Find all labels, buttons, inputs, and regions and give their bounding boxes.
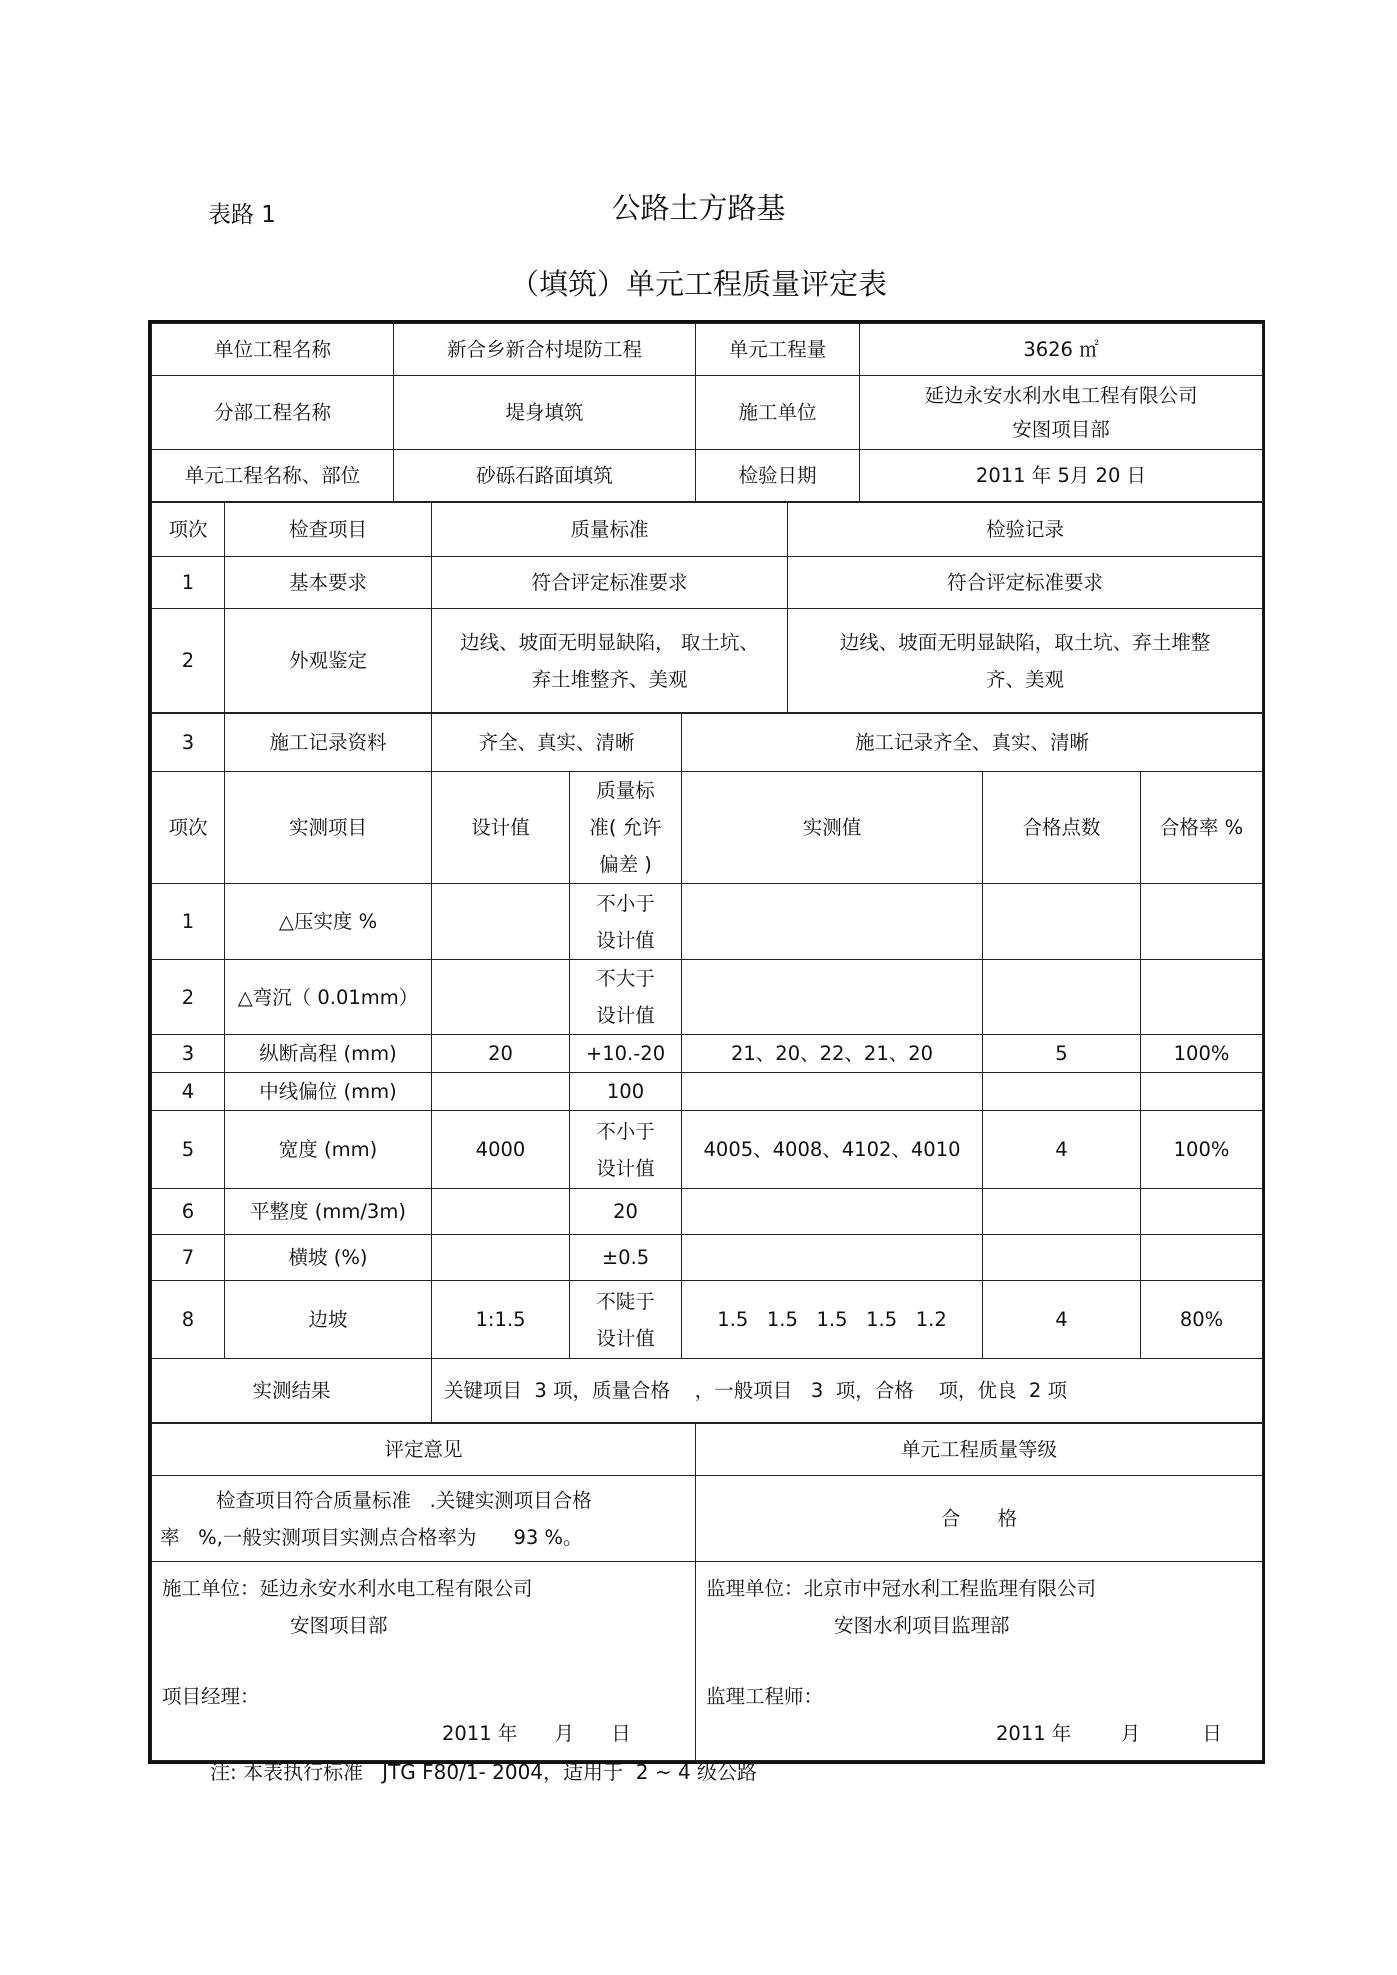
row-actual <box>682 884 983 960</box>
row-no: 5 <box>152 1111 225 1189</box>
measured-header-row <box>152 772 1263 884</box>
sub-project-value: 堤身填筑 <box>394 376 696 450</box>
row-item: 外观鉴定 <box>225 609 432 713</box>
row-pass-count <box>983 1189 1141 1235</box>
contractor-signature <box>152 1562 696 1761</box>
row-design <box>432 1189 570 1235</box>
form-id: 表路 1 <box>208 202 276 228</box>
row-design <box>432 960 570 1035</box>
std-line1: 不小于 <box>596 1119 655 1143</box>
inspection-header-record: 检验记录 <box>788 503 1263 557</box>
row-no: 2 <box>152 960 225 1035</box>
row-no: 3 <box>152 1035 225 1073</box>
unit-quantity-value: 3626 ㎡ <box>860 324 1263 376</box>
row-actual <box>682 960 983 1035</box>
header-std-line3: 偏差 ) <box>599 853 652 876</box>
standard-line1: 边线、坡面无明显缺陷， 取土坑、 <box>460 630 759 654</box>
row-standard <box>570 884 682 960</box>
row-pass-count: 4 <box>983 1111 1141 1189</box>
row-record: 符合评定标准要求 <box>788 557 1263 609</box>
row-actual: 21、20、22、21、20 <box>682 1035 983 1073</box>
unit-project-value: 新合乡新合村堤防工程 <box>394 324 696 376</box>
row-no: 3 <box>152 714 225 772</box>
row-pass-rate: 100% <box>1141 1035 1263 1073</box>
row-standard <box>432 609 788 713</box>
table-row <box>152 1235 1263 1281</box>
row-design: 20 <box>432 1035 570 1073</box>
row-record <box>788 609 1263 713</box>
table-row <box>152 960 1263 1035</box>
row-item: 宽度 (mm) <box>225 1111 432 1189</box>
measured-header-standard <box>570 772 682 884</box>
row-standard: 100 <box>570 1073 682 1111</box>
row-design: 1:1.5 <box>432 1281 570 1359</box>
row-actual: 1.5 1.5 1.5 1.5 1.2 <box>682 1281 983 1359</box>
std-line1: 不陡于 <box>596 1289 655 1313</box>
row-item: △压实度 % <box>225 884 432 960</box>
info-table <box>151 323 1263 502</box>
quality-form <box>148 320 1265 1764</box>
supervisor-sign-line1: 监理单位：北京市中冠水利工程监理有限公司 <box>706 1577 1097 1600</box>
row-no: 4 <box>152 1073 225 1111</box>
row-item: 中线偏位 (mm) <box>225 1073 432 1111</box>
row-standard: 齐全、真实、清晰 <box>432 714 682 772</box>
inspection-header-standard: 质量标准 <box>432 503 788 557</box>
contractor-value <box>860 376 1263 450</box>
row-item: 基本要求 <box>225 557 432 609</box>
measured-header-pass-count: 合格点数 <box>983 772 1141 884</box>
measured-header-pass-rate: 合格率 % <box>1141 772 1263 884</box>
std-line1: 不大于 <box>596 967 655 990</box>
row-item: 平整度 (mm/3m) <box>225 1189 432 1235</box>
page-title: 公路土方路基 <box>611 191 786 225</box>
row-design <box>432 1073 570 1111</box>
std-line2: 设计值 <box>596 1326 655 1350</box>
row-standard: 20 <box>570 1189 682 1235</box>
row-standard <box>570 1281 682 1359</box>
contractor-manager: 项目经理： <box>162 1685 260 1708</box>
row-item: △弯沉（ 0.01mm） <box>225 960 432 1035</box>
record-line1: 边线、坡面无明显缺陷，取土坑、弃土堆整 <box>839 630 1211 654</box>
header-std-line2: 准( 允许 <box>589 816 662 839</box>
row-standard: +10.-20 <box>570 1035 682 1073</box>
row-actual <box>682 1235 983 1281</box>
row-design <box>432 884 570 960</box>
grade-label: 单元工程质量等级 <box>696 1424 1263 1476</box>
inspection-date-value: 2011 年 5月 20 日 <box>860 450 1263 502</box>
row-no: 1 <box>152 557 225 609</box>
inspection-table <box>151 502 1263 713</box>
measured-header-actual: 实测值 <box>682 772 983 884</box>
row-standard <box>570 1111 682 1189</box>
table-row <box>152 1281 1263 1359</box>
row-pass-rate <box>1141 1235 1263 1281</box>
unit-name-value: 砂砾石路面填筑 <box>394 450 696 502</box>
row-pass-rate <box>1141 1073 1263 1111</box>
std-line2: 设计值 <box>596 1156 655 1180</box>
std-line2: 设计值 <box>596 928 655 952</box>
row-actual: 4005、4008、4102、4010 <box>682 1111 983 1189</box>
row-record: 施工记录齐全、真实、清晰 <box>682 714 1263 772</box>
row-pass-count <box>983 884 1141 960</box>
row-pass-count <box>983 1235 1141 1281</box>
table-row <box>152 1111 1263 1189</box>
opinion-label: 评定意见 <box>152 1424 696 1476</box>
table-row <box>152 884 1263 960</box>
row-pass-count <box>983 1073 1141 1111</box>
supervisor-engineer: 监理工程师： <box>706 1685 824 1708</box>
header-std-line1: 质量标 <box>596 779 655 802</box>
row-pass-rate: 80% <box>1141 1281 1263 1359</box>
row-actual <box>682 1189 983 1235</box>
inspection-header-item: 检查项目 <box>225 503 432 557</box>
record-line2: 齐、美观 <box>985 667 1064 691</box>
contractor-sign-line2: 安图项目部 <box>290 1614 388 1637</box>
row-no: 6 <box>152 1189 225 1235</box>
row-item: 施工记录资料 <box>225 714 432 772</box>
unit-name-label: 单元工程名称、部位 <box>152 450 394 502</box>
row-standard: ±0.5 <box>570 1235 682 1281</box>
std-line1: 不小于 <box>596 891 655 915</box>
inspection-date-label: 检验日期 <box>696 450 860 502</box>
row-item: 边坡 <box>225 1281 432 1359</box>
table-row <box>152 1073 1263 1111</box>
table-row <box>152 714 1263 772</box>
table-row <box>152 1189 1263 1235</box>
supervisor-date: 2011 年 月 日 <box>996 1722 1222 1745</box>
row-pass-rate: 100% <box>1141 1111 1263 1189</box>
inspection-header-no: 项次 <box>152 503 225 557</box>
measured-header-design: 设计值 <box>432 772 570 884</box>
row-standard: 符合评定标准要求 <box>432 557 788 609</box>
grade-value: 合 格 <box>696 1476 1263 1562</box>
row-pass-count: 4 <box>983 1281 1141 1359</box>
row-standard <box>570 960 682 1035</box>
supervisor-sign-line2: 安图水利项目监理部 <box>834 1614 1010 1637</box>
opinion-line2: 率 %,一般实测项目实测点合格率为 93 %。 <box>160 1525 583 1549</box>
contractor-label: 施工单位 <box>696 376 860 450</box>
contractor-date: 2011 年 月 日 <box>442 1722 631 1745</box>
opinion-line1: 检查项目符合质量标准 .关键实测项目合格 <box>216 1488 592 1512</box>
row-no: 1 <box>152 884 225 960</box>
measured-header-no: 项次 <box>152 772 225 884</box>
page-subtitle: （填筑）单元工程质量评定表 <box>509 267 887 301</box>
result-row <box>152 1359 1263 1423</box>
unit-project-label: 单位工程名称 <box>152 324 394 376</box>
table-row <box>152 557 1263 609</box>
row-design <box>432 1235 570 1281</box>
row-item: 横坡 (%) <box>225 1235 432 1281</box>
contractor-line2: 安图项目部 <box>1012 417 1110 441</box>
row-pass-count <box>983 960 1141 1035</box>
row-no: 7 <box>152 1235 225 1281</box>
row-no: 2 <box>152 609 225 713</box>
measured-table <box>151 713 1263 1423</box>
std-line2: 设计值 <box>596 1004 655 1027</box>
table-row <box>152 1035 1263 1073</box>
contractor-line1: 延边永安水利水电工程有限公司 <box>924 383 1198 407</box>
sub-project-label: 分部工程名称 <box>152 376 394 450</box>
result-value: 关键项目 3 项，质量合格 ，一般项目 3 项，合格 项，优良 2 项 <box>432 1359 1263 1423</box>
row-pass-rate <box>1141 1189 1263 1235</box>
supervisor-signature <box>696 1562 1263 1761</box>
row-pass-rate <box>1141 884 1263 960</box>
measured-header-item: 实测项目 <box>225 772 432 884</box>
row-no: 8 <box>152 1281 225 1359</box>
footer-note: 注: 本表执行标准 JTG F80/1- 2004，适用于 2 ~ 4 级公路 <box>210 1760 758 1784</box>
row-design: 4000 <box>432 1111 570 1189</box>
evaluation-table <box>151 1423 1263 1761</box>
row-item: 纵断高程 (mm) <box>225 1035 432 1073</box>
result-label: 实测结果 <box>152 1359 432 1423</box>
row-pass-rate <box>1141 960 1263 1035</box>
contractor-sign-line1: 施工单位：延边永安水利水电工程有限公司 <box>162 1577 533 1600</box>
opinion-text <box>152 1476 696 1562</box>
standard-line2: 弃土堆整齐、美观 <box>531 667 688 691</box>
row-actual <box>682 1073 983 1111</box>
row-pass-count: 5 <box>983 1035 1141 1073</box>
unit-quantity-label: 单元工程量 <box>696 324 860 376</box>
table-row <box>152 609 1263 713</box>
